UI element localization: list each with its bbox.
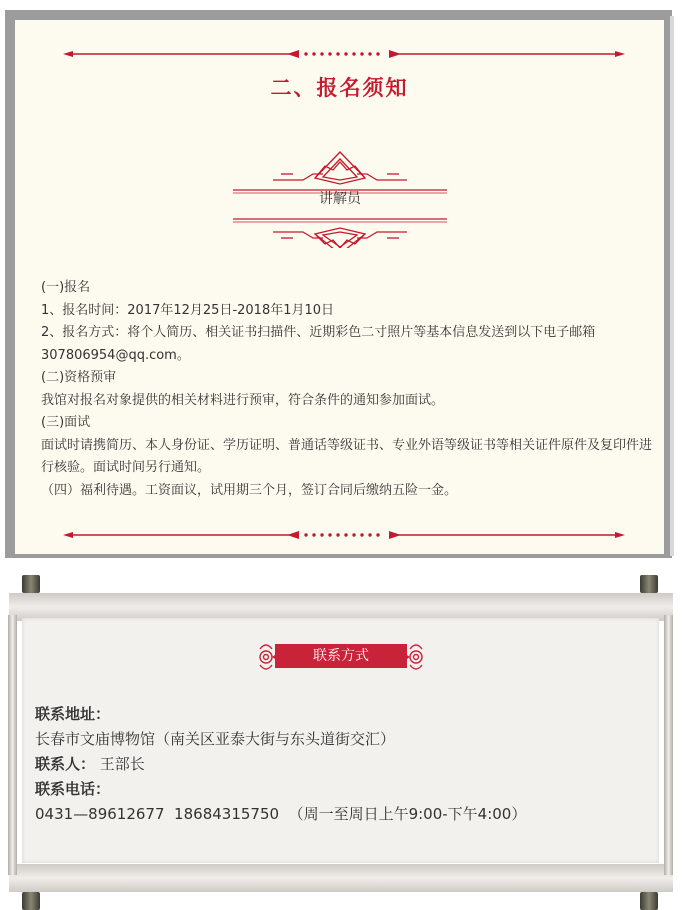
decorative-rule-top (63, 48, 625, 60)
text-line: （四）福利待遇。工资面议，试用期三个月，签订合同后缴纳五险一金。 (41, 482, 458, 498)
text-line: (一)报名 (41, 280, 91, 295)
scroll-rod-cap (640, 892, 658, 910)
notice-body (41, 277, 661, 502)
text-line: 面试时请携简历、本人身份证、学历证明、普通话等级证书、专业外语等级证书等相关证件原件及复印件进行核验。面试时间另行通知。 (41, 437, 653, 475)
phone-value: 0431—89612677 18684315750 （周一至周日上午9:00-下午4:00） (35, 805, 527, 823)
scroll-rod-cap (640, 575, 658, 593)
text-line: (三)面试 (41, 415, 91, 430)
decorative-rule-bottom (63, 529, 625, 541)
text-line: 我馆对报名对象提供的相关材料进行预审，符合条件的通知参加面试。 (41, 392, 445, 408)
contact-scroll (0, 575, 682, 910)
contact-person-label: 联系人： (35, 755, 96, 773)
card-edge (670, 16, 674, 556)
contact-person-value: 王部长 (99, 755, 145, 773)
scroll-rod-cap (22, 575, 40, 593)
scroll-rod-right (664, 615, 673, 875)
position-label: 讲解员 (319, 191, 361, 207)
scroll-roll-bottom (9, 864, 673, 892)
scroll-roll-top (9, 593, 673, 621)
address-label: 联系地址： (35, 705, 111, 723)
scroll-rod-left (8, 615, 17, 875)
notice-title: 二、报名须知 (270, 76, 409, 100)
text-line: (二)资格预审 (41, 370, 117, 385)
contact-heading: 联系方式 (275, 644, 407, 668)
text-line: 2、报名方式：将个人简历、相关证书扫描件、近期彩色二寸照片等基本信息发送到以下电子邮箱307806954@qq.com。 (41, 325, 596, 363)
contact-details (35, 702, 635, 827)
phone-label: 联系电话： (35, 780, 111, 798)
notice-paper (15, 20, 664, 554)
address-value: 长春市文庙博物馆（南关区亚泰大街与东头道街交汇） (35, 730, 396, 748)
notice-card (5, 10, 672, 558)
scroll-rod-cap (22, 892, 40, 910)
text-line: 1、报名时间：2017年12月25日-2018年1月10日 (41, 302, 335, 318)
